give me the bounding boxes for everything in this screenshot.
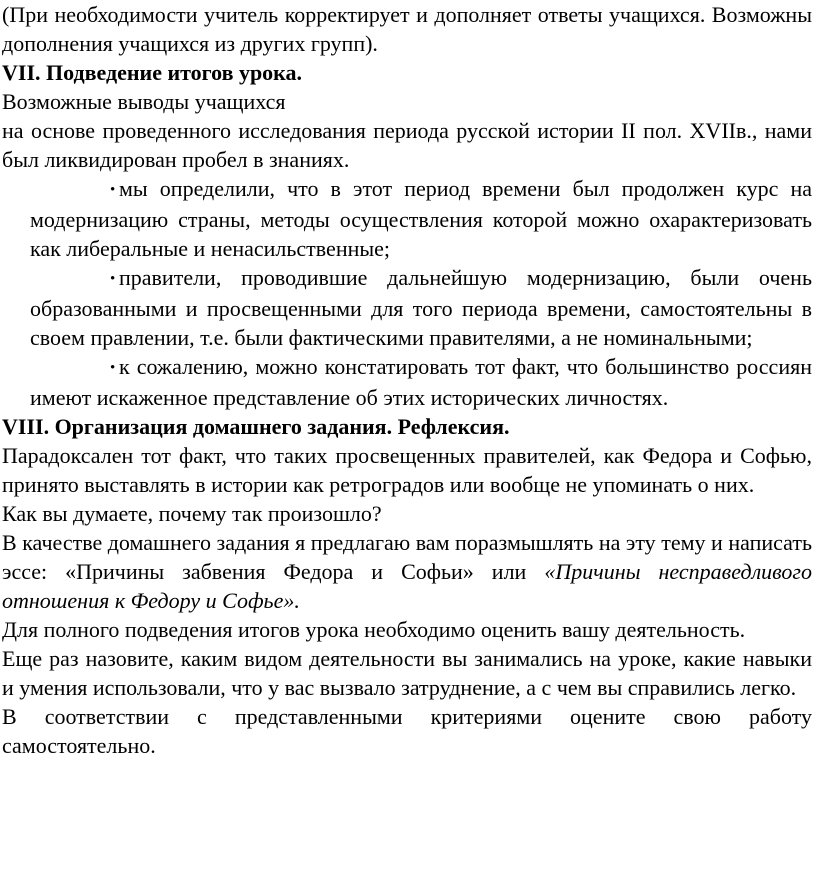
bullet-text: мы определили, что в этот период времени был продолжен курс на модернизацию страны, методы осуществления которой можно охарактеризовать как либеральные и ненасильственные;	[30, 176, 812, 261]
conclusion-bullet-item	[2, 174, 812, 263]
section-7-subheading: Возможные выводы учащихся	[2, 89, 286, 114]
section-7-heading: VII. Подведение итогов урока.	[2, 60, 303, 85]
section-8-paragraph-4: Для полного подведения итогов урока необходимо оценить вашу деятельность.	[2, 617, 746, 642]
conclusion-bullet-item	[2, 352, 812, 412]
homework-italic-topic: «Причины несправедливого отношения к Федору и Софье».	[2, 559, 813, 613]
conclusion-bullet-item	[2, 263, 812, 352]
intro-paragraph: (При необходимости учитель корректирует и дополняет ответы учащихся. Возможны дополнения учащихся из других групп).	[2, 2, 812, 56]
bullet-icon: •	[110, 271, 116, 287]
homework-paragraph	[2, 528, 812, 615]
section-8-paragraph-6: В соответствии с представленными критериями оцените свою работу самостоятельно.	[2, 704, 812, 758]
section-8-question: Как вы думаете, почему так произошло?	[2, 501, 382, 526]
section-8-paragraph-5: Еще раз назовите, каким видом деятельности вы занимались на уроке, какие навыки и умения использовали, что у вас вызвало затруднение, а с чем вы справились легко.	[2, 646, 812, 700]
bullet-text: правители, проводившие дальнейшую модернизацию, были очень образованными и просвещенными для того периода времени, самостоятельны в своем правлении, т.е. были фактическими правителями, а не номинальными;	[30, 265, 812, 350]
section-8-paragraph-1: Парадоксален тот факт, что таких просвещенных правителей, как Федора и Софью, принято выставлять в истории как ретроградов или вообще не упоминать о них.	[2, 443, 812, 497]
section-8-heading: VIII. Организация домашнего задания. Рефлексия.	[2, 414, 510, 439]
section-7-lead-paragraph: на основе проведенного исследования периода русской истории II пол. XVIIв., нами был ликвидирован пробел в знаниях.	[2, 118, 812, 172]
bullet-icon: •	[110, 360, 116, 376]
bullet-text: к сожалению, можно констатировать тот факт, что большинство россиян имеют искаженное представление об этих исторических личностях.	[30, 354, 812, 410]
document-page	[2, 0, 812, 760]
bullet-icon: •	[110, 182, 116, 198]
homework-text: В качестве домашнего задания я предлагаю вам поразмышлять на эту тему и написать эссе: «Причины забвения Федора и Софьи» или	[2, 530, 812, 584]
